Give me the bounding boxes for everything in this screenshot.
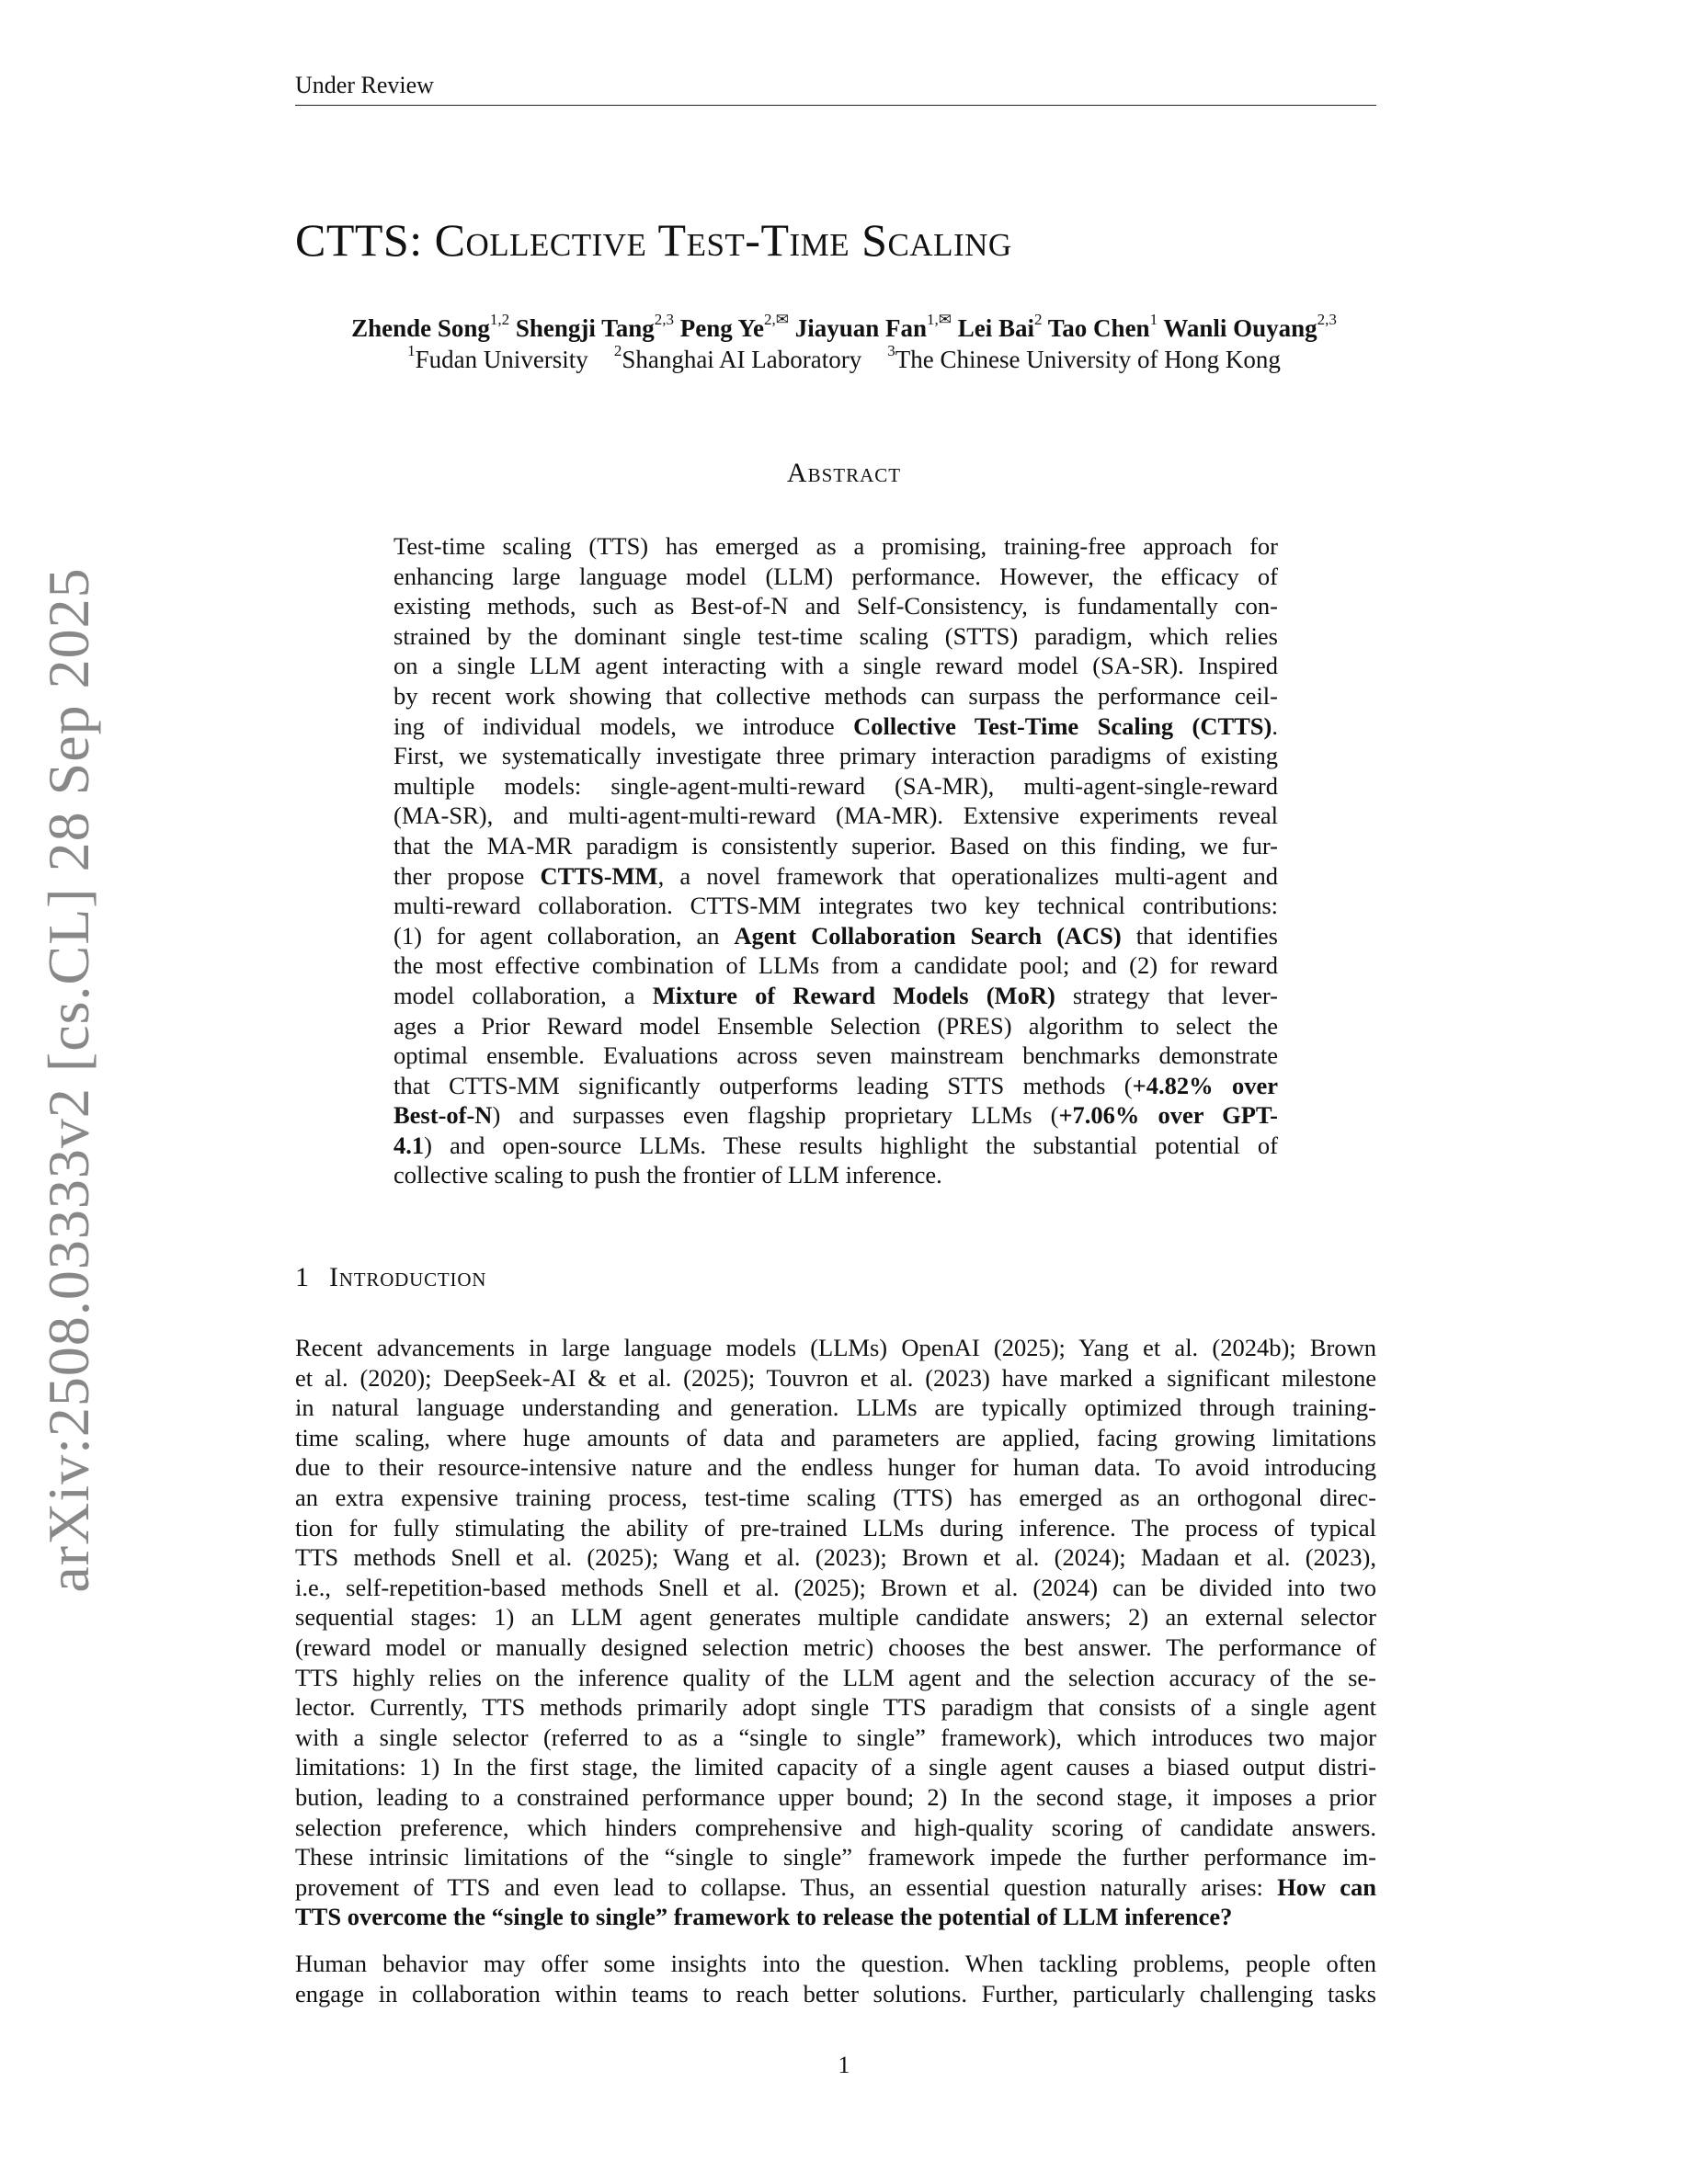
text-segment: an extra expensive training process, test-time scaling (TTS) has emerged as an orthogonal direc- bbox=[295, 1483, 1376, 1511]
text-segment: ther propose bbox=[393, 861, 541, 890]
text-segment: model collaboration, a bbox=[393, 981, 653, 1009]
text-line bbox=[295, 1393, 1376, 1423]
text-line bbox=[295, 1692, 1376, 1723]
text-line bbox=[295, 1872, 1376, 1903]
bold-text: Agent Collaboration Search (ACS) bbox=[734, 921, 1122, 950]
text-segment: TTS highly relies on the inference quality of the LLM agent and the selection accuracy of the se- bbox=[295, 1663, 1376, 1691]
text-segment: in natural language understanding and generation. LLMs are typically optimized through training- bbox=[295, 1393, 1376, 1422]
bold-text: 4.1 bbox=[393, 1131, 425, 1159]
text-segment: bution, leading to a constrained performance upper bound; 2) In the second stage, it imposes a prior bbox=[295, 1782, 1376, 1811]
affiliation-list bbox=[0, 342, 1688, 374]
author-affiliation-mark: 1,✉ bbox=[927, 311, 952, 328]
text-segment: existing methods, such as Best-of-N and Self-Consistency, is fundamentally con- bbox=[393, 592, 1278, 620]
intro-paragraph-2 bbox=[295, 1949, 1376, 2008]
author-affiliation-mark: 1 bbox=[1149, 311, 1158, 328]
text-segment: Recent advancements in large language models (LLMs) OpenAI (2025); Yang et al. (2024b); Brown bbox=[295, 1334, 1376, 1361]
author bbox=[515, 311, 674, 342]
paper-title: CTTS: Collective Test-Time Scaling bbox=[295, 214, 1012, 266]
author-affiliation-mark: 2,3 bbox=[1317, 311, 1337, 328]
text-line bbox=[295, 1363, 1376, 1393]
text-line bbox=[393, 981, 1278, 1011]
bold-text: TTS overcome the “single to single” framework to release the potential of LLM inference? bbox=[295, 1903, 1233, 1931]
running-head: Under Review bbox=[295, 72, 434, 98]
text-segment: Human behavior may offer some insights into the question. When tackling problems, people often bbox=[295, 1950, 1376, 1977]
text-line bbox=[295, 1333, 1376, 1363]
bold-text: +4.82% over bbox=[1132, 1071, 1279, 1099]
text-segment: the most effective combination of LLMs from a candidate pool; and (2) for reward bbox=[393, 951, 1278, 980]
abstract-body bbox=[393, 531, 1278, 1190]
text-segment: strategy that lever- bbox=[1055, 981, 1278, 1009]
text-segment: time scaling, where huge amounts of data and parameters are applied, facing growing limitations bbox=[295, 1423, 1376, 1451]
text-segment: Test-time scaling (TTS) has emerged as a promising, training-free approach for bbox=[393, 532, 1278, 560]
author-name: Peng Ye bbox=[679, 314, 764, 342]
affiliation bbox=[407, 342, 588, 373]
text-segment: strained by the dominant single test-time scaling (STTS) paradigm, which relies bbox=[393, 621, 1278, 650]
text-line bbox=[295, 1949, 1376, 1979]
text-segment: collective scaling to push the frontier of LLM inference. bbox=[393, 1161, 942, 1189]
author-name: Jiayuan Fan bbox=[794, 314, 927, 342]
text-line bbox=[295, 1979, 1376, 2009]
header-rule bbox=[295, 105, 1376, 106]
section-number: 1 bbox=[295, 1262, 309, 1292]
text-line bbox=[295, 1813, 1376, 1843]
text-line bbox=[393, 562, 1278, 592]
text-line bbox=[295, 1542, 1376, 1573]
text-segment: tion for fully stimulating the ability of pre-trained LLMs during inference. The process of typical bbox=[295, 1513, 1376, 1541]
author-name: Wanli Ouyang bbox=[1163, 314, 1317, 342]
text-line bbox=[393, 1011, 1278, 1041]
text-line bbox=[393, 921, 1278, 951]
affiliation-number: 2 bbox=[613, 342, 622, 359]
text-segment: These intrinsic limitations of the “single to single” framework impede the further performance im- bbox=[295, 1843, 1376, 1871]
author bbox=[794, 311, 952, 342]
text-segment: ) and open-source LLMs. These results highlight the substantial potential of bbox=[424, 1131, 1278, 1159]
author-name: Tao Chen bbox=[1047, 314, 1150, 342]
text-segment: . bbox=[1272, 711, 1278, 740]
text-line bbox=[295, 1842, 1376, 1872]
text-line bbox=[393, 591, 1278, 621]
text-line bbox=[295, 1663, 1376, 1693]
section-title: Introduction bbox=[329, 1262, 487, 1292]
text-line bbox=[393, 1160, 1278, 1190]
text-segment: multiple models: single-agent-multi-reward (SA-MR), multi-agent-single-reward bbox=[393, 771, 1278, 800]
text-line bbox=[393, 531, 1278, 562]
text-segment: enhancing large language model (LLM) performance. However, the efficacy of bbox=[393, 562, 1278, 590]
text-segment: ages a Prior Reward model Ensemble Selection (PRES) algorithm to select the bbox=[393, 1011, 1278, 1040]
abstract-heading: Abstract bbox=[786, 458, 902, 488]
affiliation-number: 1 bbox=[407, 342, 416, 359]
author bbox=[1163, 311, 1337, 342]
arxiv-identifier-stamp: arXiv:2508.03333v2 [cs.CL] 28 Sep 2025 bbox=[36, 567, 101, 1593]
text-segment: with a single selector (referred to as a “single to single” framework), which introduces two major bbox=[295, 1723, 1376, 1751]
intro-paragraph-1 bbox=[295, 1333, 1376, 1932]
text-line bbox=[295, 1602, 1376, 1632]
text-segment: engage in collaboration within teams to reach better solutions. Further, particularly challenging tasks bbox=[295, 1979, 1376, 2008]
text-line bbox=[295, 1752, 1376, 1782]
bold-text: Collective Test-Time Scaling (CTTS) bbox=[853, 711, 1272, 740]
text-line bbox=[295, 1632, 1376, 1663]
text-segment: et al. (2020); DeepSeek-AI & et al. (2025); Touvron et al. (2023) have marked a significant milestone bbox=[295, 1363, 1376, 1392]
text-segment: i.e., self-repetition-based methods Snell et al. (2025); Brown et al. (2024) can be divided into two bbox=[295, 1573, 1376, 1601]
author-affiliation-mark: 1,2 bbox=[489, 311, 510, 328]
text-segment: ) and surpasses even flagship proprietary LLMs ( bbox=[492, 1101, 1059, 1130]
author-name: Lei Bai bbox=[957, 314, 1035, 342]
author-list bbox=[0, 311, 1688, 343]
text-line bbox=[393, 1100, 1278, 1131]
bold-text: +7.06% over GPT- bbox=[1058, 1101, 1278, 1130]
author-affiliation-mark: 2,3 bbox=[654, 311, 674, 328]
author-name: Shengji Tang bbox=[515, 314, 655, 342]
author bbox=[1047, 311, 1158, 342]
bold-text: Best-of-N bbox=[393, 1101, 493, 1130]
text-segment: by recent work showing that collective methods can surpass the performance ceil- bbox=[393, 681, 1278, 710]
text-line bbox=[393, 621, 1278, 652]
author bbox=[679, 311, 789, 342]
text-segment: that the MA-MR paradigm is consistently superior. Based on this finding, we fur- bbox=[393, 831, 1278, 859]
text-line bbox=[393, 831, 1278, 861]
affiliation-name: Fudan University bbox=[415, 346, 588, 373]
text-line bbox=[295, 1513, 1376, 1543]
text-segment: provement of TTS and even lead to collapse. Thus, an essential question naturally arises: bbox=[295, 1872, 1278, 1901]
author-affiliation-mark: 2,✉ bbox=[763, 311, 789, 328]
text-segment: due to their resource-intensive nature and the endless hunger for human data. To avoid introducing bbox=[295, 1453, 1376, 1482]
text-segment: , a novel framework that operationalizes multi-agent and bbox=[657, 861, 1278, 890]
bold-text: Mixture of Reward Models (MoR) bbox=[652, 981, 1055, 1009]
text-segment: TTS methods Snell et al. (2025); Wang et al. (2023); Brown et al. (2024); Madaan et al. (2023), bbox=[295, 1543, 1376, 1572]
text-segment: ing of individual models, we introduce bbox=[393, 711, 854, 740]
text-line bbox=[393, 950, 1278, 981]
text-line bbox=[393, 1041, 1278, 1071]
affiliation-name: Shanghai AI Laboratory bbox=[622, 346, 862, 373]
text-line bbox=[393, 681, 1278, 711]
text-line bbox=[393, 771, 1278, 802]
text-line bbox=[393, 651, 1278, 681]
text-segment: lector. Currently, TTS methods primarily adopt single TTS paradigm that consists of a single agent bbox=[295, 1693, 1376, 1722]
text-segment: optimal ensemble. Evaluations across seven mainstream benchmarks demonstrate bbox=[393, 1041, 1278, 1070]
text-segment: sequential stages: 1) an LLM agent generates multiple candidate answers; 2) an external selector bbox=[295, 1603, 1376, 1632]
bold-text: How can bbox=[1277, 1872, 1377, 1901]
text-line bbox=[393, 1131, 1278, 1161]
text-line bbox=[393, 711, 1278, 742]
author-affiliation-mark: 2 bbox=[1034, 311, 1043, 328]
section-heading-introduction bbox=[295, 1262, 486, 1293]
text-segment: (1) for agent collaboration, an bbox=[393, 921, 735, 950]
text-segment: multi-reward collaboration. CTTS-MM integrates two key technical contributions: bbox=[393, 892, 1278, 920]
bold-text: CTTS-MM bbox=[540, 861, 658, 890]
text-segment: that CTTS-MM significantly outperforms leading STTS methods ( bbox=[393, 1071, 1133, 1099]
affiliation bbox=[887, 342, 1281, 373]
affiliation-number: 3 bbox=[887, 342, 895, 359]
text-line bbox=[295, 1423, 1376, 1453]
text-line bbox=[393, 861, 1278, 892]
text-segment: limitations: 1) In the first stage, the limited capacity of a single agent causes a biased output distri- bbox=[295, 1753, 1376, 1781]
text-line bbox=[295, 1483, 1376, 1513]
author-name: Zhende Song bbox=[351, 314, 490, 342]
text-line bbox=[393, 801, 1278, 831]
affiliation bbox=[613, 342, 862, 373]
text-segment: (MA-SR), and multi-agent-multi-reward (MA-MR). Extensive experiments reveal bbox=[393, 802, 1278, 830]
page-number: 1 bbox=[838, 2052, 850, 2078]
text-line bbox=[295, 1782, 1376, 1813]
author bbox=[957, 311, 1043, 342]
text-line bbox=[393, 1071, 1278, 1101]
text-line bbox=[393, 741, 1278, 771]
text-segment: on a single LLM agent interacting with a single reward model (SA-SR). Inspired bbox=[393, 652, 1278, 680]
text-segment: that identifies bbox=[1121, 921, 1278, 950]
affiliation-name: The Chinese University of Hong Kong bbox=[895, 346, 1281, 373]
text-line bbox=[295, 1902, 1376, 1932]
text-line bbox=[295, 1452, 1376, 1483]
text-segment: (reward model or manually designed selection metric) chooses the best answer. The performance of bbox=[295, 1632, 1376, 1661]
text-segment: selection preference, which hinders comprehensive and high-quality scoring of candidate answers. bbox=[295, 1813, 1376, 1841]
text-line bbox=[295, 1723, 1376, 1753]
author bbox=[351, 311, 510, 342]
text-line bbox=[295, 1573, 1376, 1603]
text-segment: First, we systematically investigate three primary interaction paradigms of existing bbox=[393, 742, 1278, 770]
text-line bbox=[393, 891, 1278, 921]
